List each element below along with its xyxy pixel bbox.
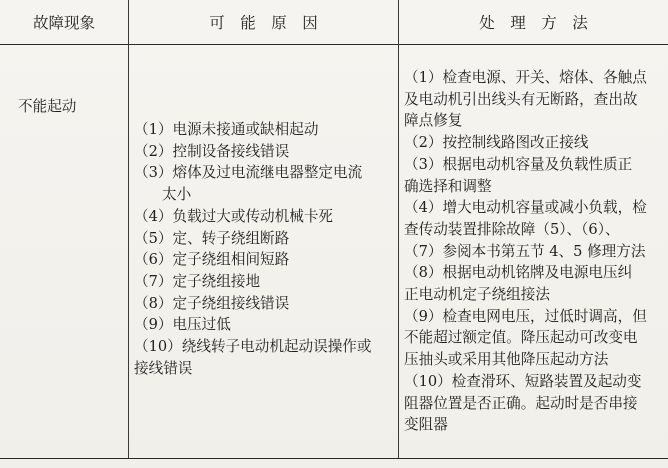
header-causes: 可 能 原 因 [209, 14, 318, 32]
symptom-cell [18, 96, 76, 118]
remedy-line: 及电动机引出线头有无断路，查出故 [404, 90, 638, 108]
remedy-line: 不能超过额定值。降压起动可改变电 [404, 329, 638, 347]
cause-line: 接线错误 [134, 359, 193, 377]
remedy-line: 正电动机定子绕组接法 [404, 286, 550, 304]
remedy-line: 变阻器 [404, 416, 448, 434]
table-bottom-rule [0, 458, 668, 459]
remedy-line: （10）检查滑环、短路装置及起动变 [404, 372, 642, 390]
cause-line: （9）电压过低 [134, 316, 231, 334]
cause-line: 太小 [162, 186, 192, 204]
cause-line: （5）定、转子绕组断路 [134, 229, 290, 247]
remedy-line: （4）增大电动机容量或减小负载，检 [404, 199, 647, 217]
column-divider-2 [398, 0, 399, 458]
symptom-text: 不能起动 [18, 98, 77, 115]
cause-line: （8）定子绕组接线错误 [134, 294, 290, 312]
remedy-line: 查传动装置排除故障（5）、（6）、 [404, 220, 620, 238]
remedy-line: 确选择和调整 [404, 177, 492, 195]
cause-line: （4）负载过大或传动机械卡死 [134, 207, 334, 225]
remedies-cell [404, 67, 666, 436]
remedy-line: 压抽头或采用其他降压起动方法 [404, 351, 609, 369]
remedy-line: 障点修复 [404, 112, 463, 130]
cause-line: （3）熔体及过电流继电器整定电流 [134, 164, 363, 182]
remedy-line: （7）参阅本书第五节 4、5 修理方法 [404, 242, 646, 260]
remedy-line: （3）根据电动机容量及负载性质正 [404, 155, 633, 173]
column-divider-1 [128, 0, 129, 458]
header-remedies: 处 理 方 法 [479, 14, 588, 32]
causes-cell [134, 119, 396, 379]
remedy-line: 阻器位置是否正确。起动时是否串接 [404, 394, 638, 412]
remedy-line: （1）检查电源、开关、熔体、各触点 [404, 69, 647, 86]
cause-line: （10）绕线转子电动机起动误操作或 [134, 338, 372, 356]
header-bottom-rule [0, 44, 668, 45]
header-symptom: 故障现象 [32, 14, 95, 32]
remedy-line: （2）按控制线路图改正接线 [404, 134, 589, 152]
remedy-line: （8）根据电动机铭牌及电源电压纠 [404, 264, 633, 282]
cause-line: （1）电源未接通或缺相起动 [134, 121, 319, 138]
cause-line: （7）定子绕组接地 [134, 272, 261, 290]
remedy-line: （9）检查电网电压，过低时调高，但 [404, 307, 647, 325]
cause-line: （6）定子绕组相间短路 [134, 251, 290, 269]
cause-line: （2）控制设备接线错误 [134, 142, 290, 160]
